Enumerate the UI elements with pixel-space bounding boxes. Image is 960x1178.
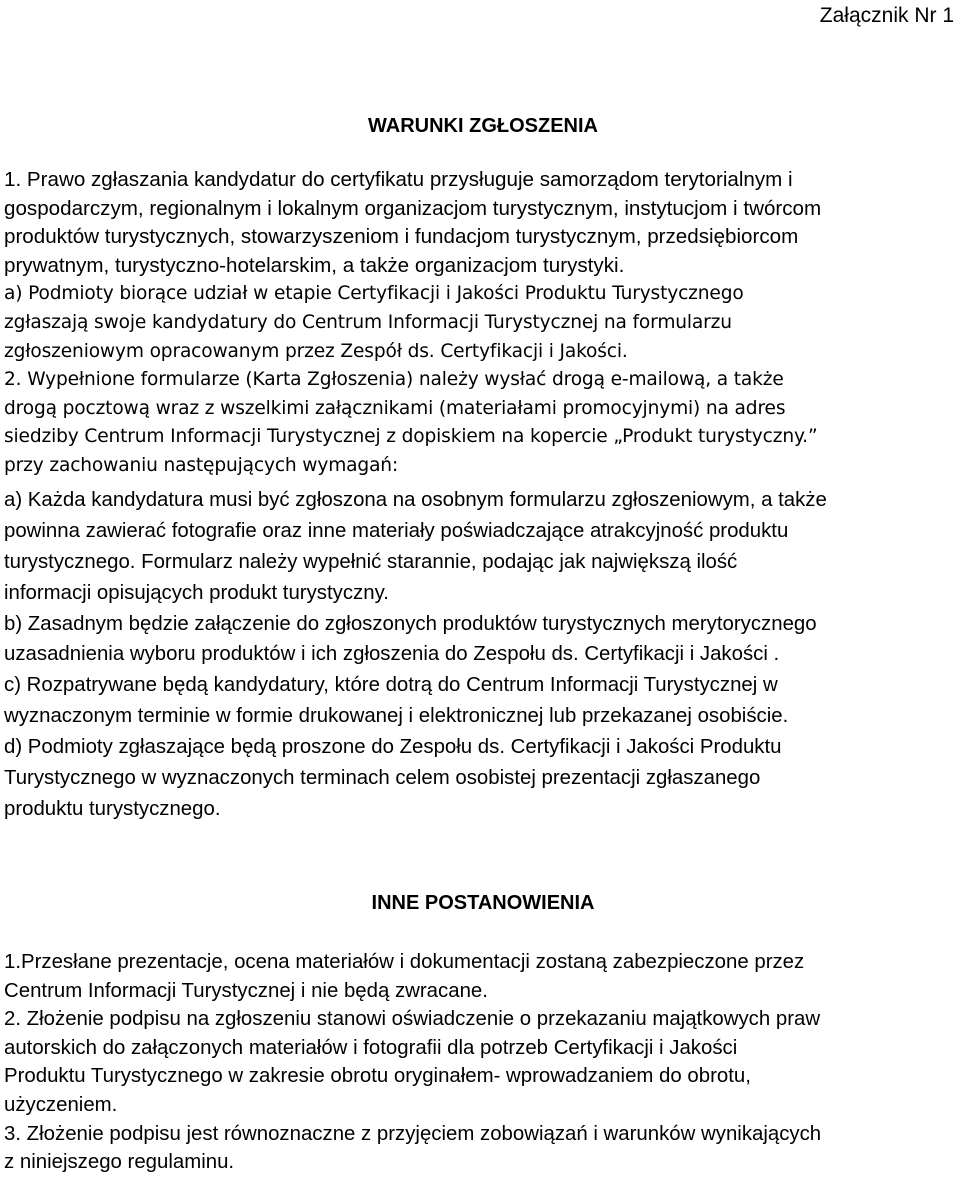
- text-line: 1. Prawo zgłaszania kandydatur do certyfikatu przysługuje samorządom terytorialnym i: [4, 168, 793, 191]
- text-line: wyznaczonym terminie w formie drukowanej i elektronicznej lub przekazanej osobiście.: [4, 705, 789, 728]
- text-line: d) Podmioty zgłaszające będą proszone do Zespołu ds. Certyfikacji i Jakości Produktu: [4, 736, 782, 759]
- text-line: zgłoszeniowym opracowanym przez Zespół ds. Certyfikacji i Jakości.: [4, 340, 628, 362]
- text-line: Produktu Turystycznego w zakresie obrotu oryginałem- wprowadzaniem do obrotu,: [4, 1065, 751, 1088]
- section-title-conditions: WARUNKI ZGŁOSZENIA: [368, 115, 598, 137]
- text-line: a) Podmioty biorące udział w etapie Certyfikacji i Jakości Produktu Turystycznego: [4, 283, 744, 305]
- requirements-paragraphs: [4, 485, 958, 825]
- other-provisions-paragraphs: [4, 948, 958, 1177]
- text-line: c) Rozpatrywane będą kandydatury, które dotrą do Centrum Informacji Turystycznej w: [4, 674, 778, 697]
- conditions-paragraphs: [4, 166, 958, 481]
- text-line: 1.Przesłane prezentacje, ocena materiałów i dokumentacji zostaną zabezpieczone przez: [4, 951, 805, 973]
- text-line: prywatnym, turystyczno-hotelarskim, a także organizacjom turystyki.: [4, 253, 625, 277]
- text-line: uzasadnienia wyboru produktów i ich zgłoszenia do Zespołu ds. Certyfikacji i Jakości .: [4, 643, 780, 666]
- text-line: zgłaszają swoje kandydatury do Centrum Informacji Turystycznej na formularzu: [4, 311, 732, 333]
- text-line: b) Zasadnym będzie załączenie do zgłoszonych produktów turystycznych merytorycznego: [4, 612, 817, 635]
- annex-label: Załącznik Nr 1: [819, 4, 954, 27]
- text-line: z niniejszego regulaminu.: [4, 1151, 235, 1174]
- text-line: a) Każda kandydatura musi być zgłoszona na osobnym formularzu zgłoszeniowym, a także: [4, 489, 827, 511]
- text-line: gospodarczym, regionalnym i lokalnym organizacjom turystycznym, instytucjom i twórcom: [4, 196, 822, 220]
- text-line: 2. Złożenie podpisu na zgłoszeniu stanowi oświadczenie o przekazaniu majątkowych praw: [4, 1008, 821, 1031]
- text-line: 2. Wypełnione formularze (Karta Zgłoszenia) należy wysłać drogą e-mailową, a także: [4, 369, 784, 391]
- text-line: produktu turystycznego.: [4, 797, 221, 820]
- text-line: przy zachowaniu następujących wymagań:: [4, 454, 399, 476]
- text-line: autorskich do załączonych materiałów i fotografii dla potrzeb Certyfikacji i Jakości: [4, 1036, 738, 1059]
- text-line: siedziby Centrum Informacji Turystycznej z dopiskiem na kopercie „Produkt turystyczny.”: [4, 426, 818, 448]
- text-line: informacji opisujących produkt turystyczny.: [4, 581, 389, 604]
- text-line: produktów turystycznych, stowarzyszeniom i fundacjom turystycznym, przedsiębiorcom: [4, 225, 799, 249]
- text-line: Centrum Informacji Turystycznej i nie będą zwracane.: [4, 979, 488, 1002]
- text-line: turystycznego. Formularz należy wypełnić starannie, podając jak największą ilość: [4, 550, 738, 573]
- text-line: 3. Złożenie podpisu jest równoznaczne z przyjęciem zobowiązań i warunków wynikających: [4, 1122, 822, 1145]
- text-line: użyczeniem.: [4, 1093, 118, 1116]
- text-line: powinna zawierać fotografie oraz inne materiały poświadczające atrakcyjność produktu: [4, 519, 789, 542]
- text-line: Turystycznego w wyznaczonych terminach celem osobistej prezentacji zgłaszanego: [4, 767, 761, 790]
- text-line: drogą pocztową wraz z wszelkimi załącznikami (materiałami promocyjnymi) na adres: [4, 397, 786, 419]
- section-title-other: INNE POSTANOWIENIA: [371, 892, 595, 914]
